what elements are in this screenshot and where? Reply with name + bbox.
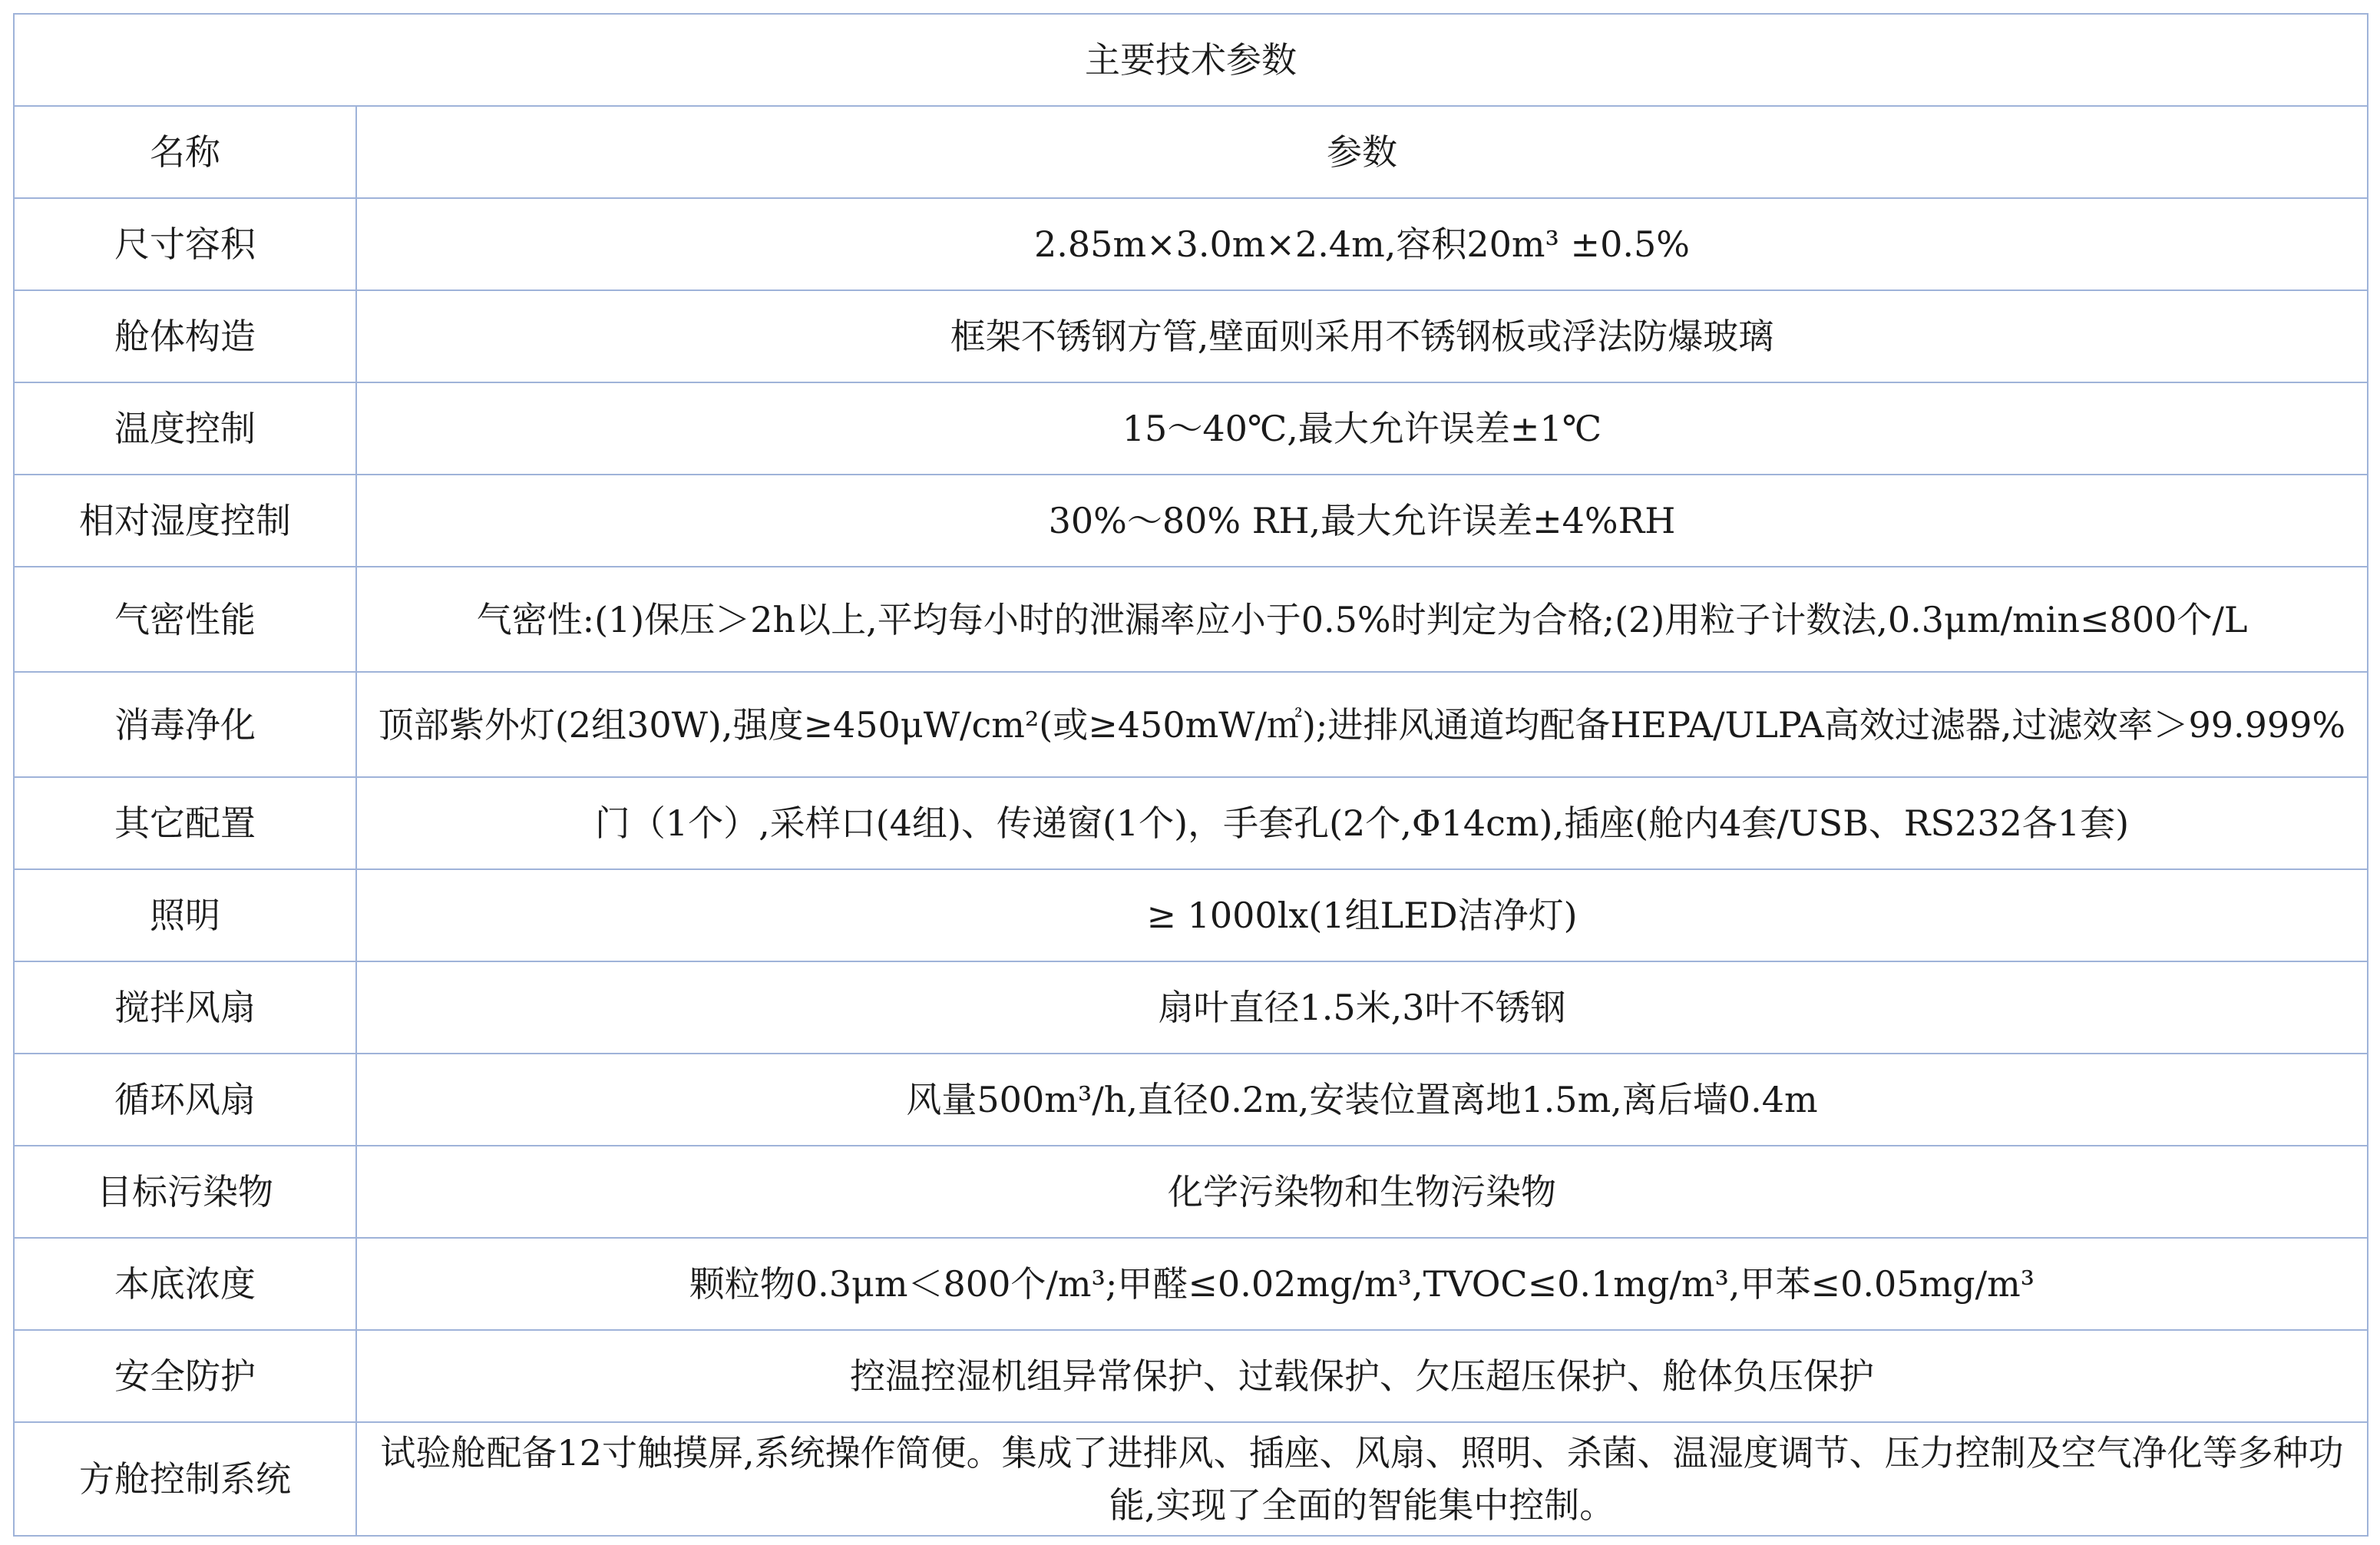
row-name: 搅拌风扇 xyxy=(14,961,356,1054)
row-name: 相对湿度控制 xyxy=(14,475,356,567)
table-row xyxy=(14,290,2368,382)
row-value: ≥ 1000lx(1组LED洁净灯) xyxy=(356,869,2368,961)
row-name: 尺寸容积 xyxy=(14,198,356,290)
row-value: 试验舱配备12寸触摸屏,系统操作简便。集成了进排风、插座、风扇、照明、杀菌、温湿度调节、压力控制及空气净化等多种功能,实现了全面的智能集中控制。 xyxy=(356,1422,2368,1536)
table-row xyxy=(14,567,2368,672)
row-name: 温度控制 xyxy=(14,382,356,475)
row-value: 30%～80% RH,最大允许误差±4%RH xyxy=(356,475,2368,567)
table-row xyxy=(14,1146,2368,1238)
row-name: 本底浓度 xyxy=(14,1238,356,1330)
row-value: 顶部紫外灯(2组30W),强度≥450μW/cm²(或≥450mW/㎡);进排风通道均配备HEPA/ULPA高效过滤器,过滤效率＞99.999% xyxy=(356,672,2368,777)
technical-parameters-table xyxy=(13,13,2368,1537)
table-title-row xyxy=(14,14,2368,106)
table-row xyxy=(14,382,2368,475)
table-row xyxy=(14,1330,2368,1422)
row-value: 气密性:(1)保压＞2h以上,平均每小时的泄漏率应小于0.5%时判定为合格;(2)用粒子计数法,0.3μm/min≤800个/L xyxy=(356,567,2368,672)
row-name: 方舱控制系统 xyxy=(14,1422,356,1536)
row-name: 气密性能 xyxy=(14,567,356,672)
row-value: 化学污染物和生物污染物 xyxy=(356,1146,2368,1238)
row-name: 舱体构造 xyxy=(14,290,356,382)
row-name: 循环风扇 xyxy=(14,1054,356,1146)
table-row xyxy=(14,961,2368,1054)
row-value: 扇叶直径1.5米,3叶不锈钢 xyxy=(356,961,2368,1054)
table-row xyxy=(14,672,2368,777)
row-value: 颗粒物0.3μm＜800个/m³;甲醛≤0.02mg/m³,TVOC≤0.1mg/m³,甲苯≤0.05mg/m³ xyxy=(356,1238,2368,1330)
table-header-row xyxy=(14,106,2368,198)
row-name: 目标污染物 xyxy=(14,1146,356,1238)
header-value: 参数 xyxy=(356,106,2368,198)
row-value: 框架不锈钢方管,壁面则采用不锈钢板或浮法防爆玻璃 xyxy=(356,290,2368,382)
table-row xyxy=(14,777,2368,869)
row-value: 2.85m×3.0m×2.4m,容积20m³ ±0.5% xyxy=(356,198,2368,290)
row-name: 其它配置 xyxy=(14,777,356,869)
row-name: 安全防护 xyxy=(14,1330,356,1422)
row-name: 消毒净化 xyxy=(14,672,356,777)
row-name: 照明 xyxy=(14,869,356,961)
row-value: 门（1个）,采样口(4组)、传递窗(1个)，手套孔(2个,Φ14cm),插座(舱内4套/USB、RS232各1套) xyxy=(356,777,2368,869)
table-row xyxy=(14,475,2368,567)
table-row xyxy=(14,1054,2368,1146)
table-row xyxy=(14,1422,2368,1536)
header-name: 名称 xyxy=(14,106,356,198)
table-row xyxy=(14,1238,2368,1330)
row-value: 15～40℃,最大允许误差±1℃ xyxy=(356,382,2368,475)
table-row xyxy=(14,869,2368,961)
row-value: 控温控湿机组异常保护、过载保护、欠压超压保护、舱体负压保护 xyxy=(356,1330,2368,1422)
table-row xyxy=(14,198,2368,290)
row-value: 风量500m³/h,直径0.2m,安装位置离地1.5m,离后墙0.4m xyxy=(356,1054,2368,1146)
table-title: 主要技术参数 xyxy=(14,14,2368,106)
